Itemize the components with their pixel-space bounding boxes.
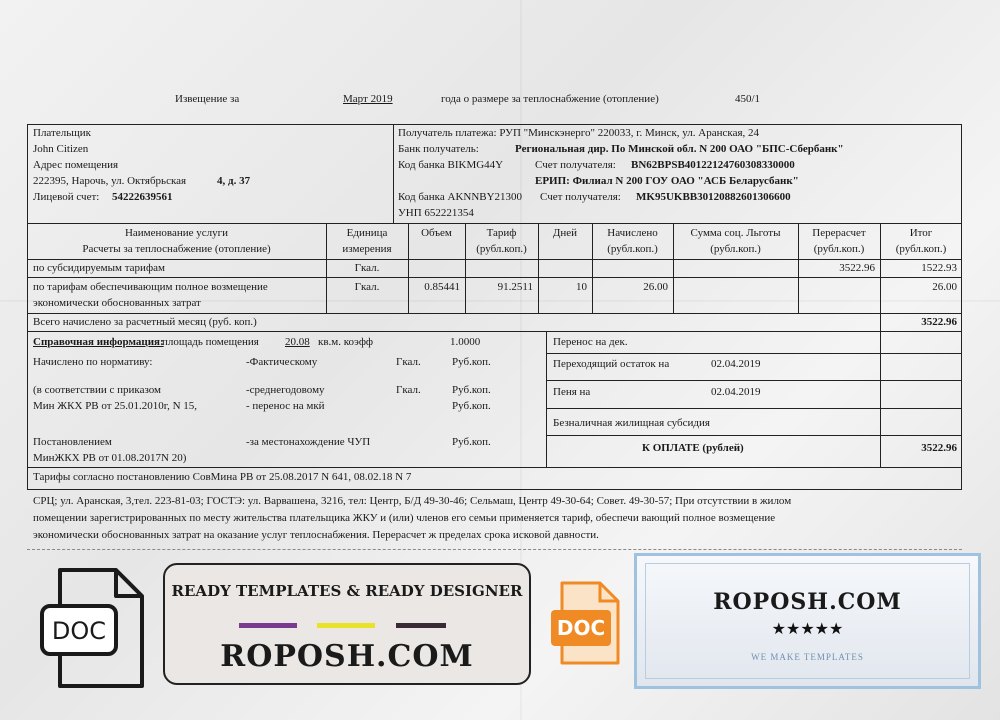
footer-line: помещении зарегистрированных по месту жительства плательщика ЖКУ и (или) членов его семьи применяется тариф, обеспечи вающий полное возмещение <box>33 512 776 524</box>
penalty-date: 02.04.2019 <box>711 386 761 398</box>
account-label: Лицевой счет: <box>33 191 100 203</box>
divider <box>546 380 962 381</box>
row1-service: по субсидируемым тарифам <box>33 262 165 274</box>
promo-site: ROPOSH.COM <box>220 639 474 674</box>
decree-label: Постановлением <box>33 436 112 448</box>
cut-line <box>27 549 962 550</box>
norm-location: -за местонахождение ЧУП <box>246 436 371 448</box>
norm-rub: Руб.коп. <box>452 400 491 412</box>
bank-name: Региональная дир. По Минской обл. N 200 ОАО "БПС-Сбербанк" <box>515 143 844 155</box>
address-label: Адрес помещения <box>33 159 119 171</box>
norm-transfer: - перенос на мкй <box>246 400 325 412</box>
norm-rub: Руб.коп. <box>452 384 491 396</box>
norm-unit: Гкал. <box>396 356 421 368</box>
account-number: 54222639561 <box>112 191 173 203</box>
divider <box>27 467 962 468</box>
notice-label: Извещение за <box>175 93 240 105</box>
divider <box>27 259 962 260</box>
divider <box>546 353 962 354</box>
yellow-stripe <box>317 623 375 628</box>
header-unit-sub: измерения <box>342 243 392 255</box>
orange-doc-icon <box>548 580 622 666</box>
reference-area-unit: кв.м. коэфф <box>318 336 374 348</box>
divider <box>27 331 962 332</box>
row2-tariff: 91.2511 <box>497 281 533 293</box>
payer-label: Плательщик <box>33 127 91 139</box>
norm-average: -среднегодовому <box>246 384 325 396</box>
row2-service: по тарифам обеспечивающим полное возмещение <box>33 281 268 293</box>
notice-number: 450/1 <box>735 93 761 105</box>
brand-site: ROPOSH.COM <box>713 589 902 615</box>
total-label: Всего начислено за расчетный месяц (руб. коп.) <box>33 316 257 328</box>
norm-actual: -Фактическому <box>246 356 318 368</box>
account1-number: BN62BPSB40122124760308330000 <box>631 159 795 171</box>
row2-total: 26.00 <box>932 281 957 293</box>
divider <box>27 277 962 278</box>
divider <box>546 435 962 436</box>
doc-label: DOC <box>51 617 107 645</box>
divider <box>27 313 962 314</box>
row2-volume: 0.85441 <box>424 281 460 293</box>
divider <box>546 331 547 467</box>
row2-service: экономически обоснованных затрат <box>33 297 201 309</box>
header-benefits: Сумма соц. Льготы <box>690 227 781 239</box>
header-days: Дней <box>552 227 578 239</box>
row1-recalc: 3522.96 <box>839 262 875 274</box>
order-line: (в соответствии с приказом <box>33 384 162 396</box>
bank-label: Банк получатель: <box>398 143 479 155</box>
reference-area-text: площадь помещения <box>162 336 259 348</box>
brand-stars: ★★★★★ <box>771 621 844 638</box>
header-charged: Начислено <box>607 227 658 239</box>
header-volume: Объем <box>421 227 452 239</box>
address-value: 222395, Нарочь, ул. Октябрьская <box>33 175 187 187</box>
orange-doc-label: DOC <box>556 616 606 640</box>
header-recalc-sub: (рубл.коп.) <box>813 243 865 255</box>
divider <box>27 223 962 224</box>
tariffs-note: Тарифы согласно постановлению СовМина РВ от 25.08.2017 N 641, 08.02.18 N 7 <box>33 471 412 483</box>
row1-total: 1522.93 <box>921 262 957 274</box>
divider <box>393 124 394 223</box>
penalty-label: Пеня на <box>553 386 591 398</box>
header-benefits-sub: (рубл.коп.) <box>710 243 761 255</box>
bank-code: Код банка BIKMG44Y <box>398 159 504 171</box>
header-service: Наименование услуги <box>124 227 229 239</box>
promo-title: READY TEMPLATES & READY DESIGNER <box>171 582 523 600</box>
payer-name: John Citizen <box>33 143 89 155</box>
address-house: 4, д. 37 <box>217 175 251 187</box>
account2-label: Счет получателя: <box>540 191 621 203</box>
to-pay-value: 3522.96 <box>921 442 957 454</box>
subsidy-label: Безналичная жилищная субсидия <box>553 417 710 429</box>
row2-unit: Гкал. <box>354 281 380 293</box>
doc-file-icon <box>38 566 148 690</box>
header-service-sub: Расчеты за теплоснабжение (отопление) <box>82 243 271 255</box>
norm-rub: Руб.коп. <box>452 356 491 368</box>
recipient-line: Получатель платежа: РУП "Минскэнерго" 220033, г. Минск, ул. Аранская, 24 <box>398 127 760 139</box>
header-recalc: Перерасчет <box>812 227 866 239</box>
header-tariff: Тариф <box>486 227 517 239</box>
erip-line: ЕРИП: Филиал N 200 ГОУ ОАО "АСБ Беларусбанк" <box>535 175 799 187</box>
header-total-sub: (рубл.коп.) <box>895 243 947 255</box>
carry-over-date: 02.04.2019 <box>711 358 761 370</box>
decree-line: МинЖКХ РВ от 01.08.2017N 20) <box>33 452 187 464</box>
header-unit: Единица <box>346 227 388 239</box>
reference-coef: 1.0000 <box>450 336 481 348</box>
brand-tagline: WE MAKE TEMPLATES <box>751 652 864 662</box>
reference-area: 20.08 <box>285 336 310 348</box>
dark-stripe <box>396 623 446 628</box>
unp: УНП 652221354 <box>398 207 474 219</box>
reference-title: Справочная информация: <box>33 336 164 348</box>
header-tariff-sub: (рубл.коп.) <box>476 243 527 255</box>
purple-stripe <box>239 623 297 628</box>
row1-unit: Гкал. <box>354 262 380 274</box>
norm-unit: Гкал. <box>396 384 421 396</box>
footer-line: СРЦ; ул. Аранская, 3,тел. 223-81-03; ГОСТЭ: ул. Варвашена, 3216, тел: Центр, Б/Д 49-30-46; Сельмаш, Центр 49-30-64; Совет. 49-30-57; При отсутствии в жилом <box>33 495 792 507</box>
norm-label: Начислено по нормативу: <box>33 356 153 368</box>
to-pay-label: К ОПЛАТЕ (рублей) <box>642 442 744 454</box>
transfer-label: Перенос на дек. <box>553 336 628 348</box>
header-total: Итог <box>909 227 933 239</box>
norm-rub: Руб.коп. <box>452 436 491 448</box>
divider <box>546 408 962 409</box>
row2-charged: 26.00 <box>643 281 668 293</box>
notice-period: Март 2019 <box>343 93 393 105</box>
notice-subject: года о размере за теплоснабжение (отопление) <box>441 93 659 105</box>
bank-code-2: Код банка AKNNBY21300 <box>398 191 523 203</box>
account1-label: Счет получателя: <box>535 159 616 171</box>
order-line: Мин ЖКХ РВ от 25.01.2010г, N 15, <box>33 400 198 412</box>
footer-line: экономически обоснованных затрат на оказание услуг теплоснабжения. Перерасчет ж пределах срока исковой давности. <box>33 529 599 541</box>
carry-over-label: Переходящий остаток на <box>553 358 670 370</box>
row2-days: 10 <box>576 281 587 293</box>
total-value: 3522.96 <box>921 316 957 328</box>
account2-number: MK95UKBB30120882601306600 <box>636 191 791 203</box>
header-charged-sub: (рубл.коп.) <box>607 243 658 255</box>
